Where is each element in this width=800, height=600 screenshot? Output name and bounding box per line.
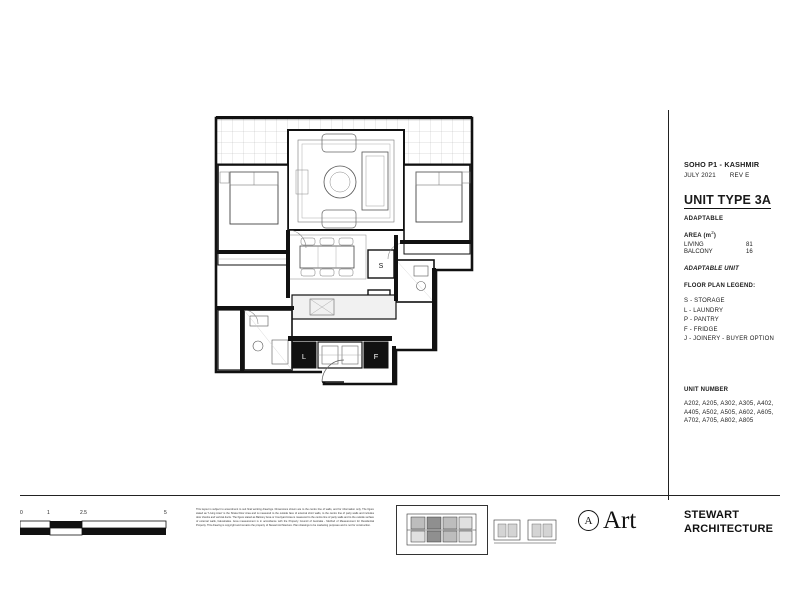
unit-number-line: A405, A502, A505, A602, A605,	[684, 409, 774, 416]
stewart-logo-line2: ARCHITECTURE	[684, 522, 774, 535]
legend-item: J - JOINERY - BUYER OPTION	[684, 336, 774, 342]
art-logo-text: Art	[603, 507, 637, 534]
key-plan-site	[492, 516, 560, 546]
adaptable-tag: ADAPTABLE	[684, 216, 724, 222]
unit-number-line: A202, A205, A302, A305, A402,	[684, 401, 774, 407]
key-plan-level	[396, 505, 488, 555]
scale-bar-graphic	[20, 519, 170, 539]
area-value-living: 81	[746, 242, 753, 248]
plan-label-laundry: L	[301, 352, 307, 361]
stewart-logo-line1: STEWART	[684, 509, 740, 521]
plan-label-fridge: F	[373, 352, 379, 361]
area-row	[684, 242, 788, 248]
legend-item: L - LAUNDRY	[684, 307, 724, 314]
title-block-divider	[668, 110, 669, 500]
area-heading-close: )	[713, 233, 717, 239]
scale-tick-2_5: 2.5	[80, 510, 87, 516]
bottom-divider	[20, 495, 780, 496]
unit-type-heading: UNIT TYPE 3A	[684, 193, 772, 207]
scale-bar	[20, 510, 170, 542]
scale-tick-0: 0	[20, 510, 23, 516]
legend-item: F - FRIDGE	[684, 326, 718, 333]
disclaimer-text: This layout is subject to amendment to suit final working drawings. Dimensions shown are to the centre line of walls, and for information only. The figure stated as "Living Area" is the Strata Floor Area and is measured to the outside face of external short walls, to the centre line of party walls and includes door checks and vertical ducts. The figure stated as Balcony Area or Courtyard Area is measured to the centre line of party walls and to the outside surface of external walls, balustrades. Area measurement is in accordance with the Property Council of Australia - Method of Measurement for Residential Property. This drawing is copyright and remains the property of Stewart Architecture. Plan drawings to be marketing purposes and is not for construction.	[196, 508, 374, 528]
drawing-date-row	[684, 172, 788, 179]
area-heading-text: AREA (m	[684, 233, 712, 239]
area-label-living: LIVING	[684, 242, 704, 248]
legend-item: P - PANTRY	[684, 317, 720, 323]
plan-label-storage: S	[378, 263, 384, 270]
scale-tick-1: 1	[47, 510, 50, 516]
area-heading	[684, 230, 788, 239]
scale-tick-5: 5	[164, 510, 167, 516]
floor-plan-drawing	[200, 110, 500, 400]
scale-bar-labels	[20, 510, 170, 519]
drawing-revision: REV E	[729, 172, 750, 179]
area-row	[684, 249, 788, 255]
stewart-architecture-logo	[684, 509, 773, 537]
area-label-balcony: BALCONY	[684, 249, 713, 255]
legend-heading: FLOOR PLAN LEGEND:	[684, 283, 756, 289]
area-value-balcony: 16	[746, 249, 753, 255]
drawing-date: JULY 2021	[684, 172, 716, 179]
unit-number-line: A702, A705, A802, A805	[684, 418, 754, 424]
art-logo	[578, 508, 636, 533]
art-circle-icon: A	[578, 510, 599, 531]
area-heading-superscript: 2	[711, 230, 714, 235]
title-block	[684, 160, 788, 427]
unit-number-heading: UNIT NUMBER	[684, 387, 729, 393]
adaptable-unit-note: ADAPTABLE UNIT	[684, 266, 740, 272]
legend-item: S - STORAGE	[684, 298, 725, 304]
project-title: SOHO P1 - KASHMIR	[684, 160, 760, 169]
